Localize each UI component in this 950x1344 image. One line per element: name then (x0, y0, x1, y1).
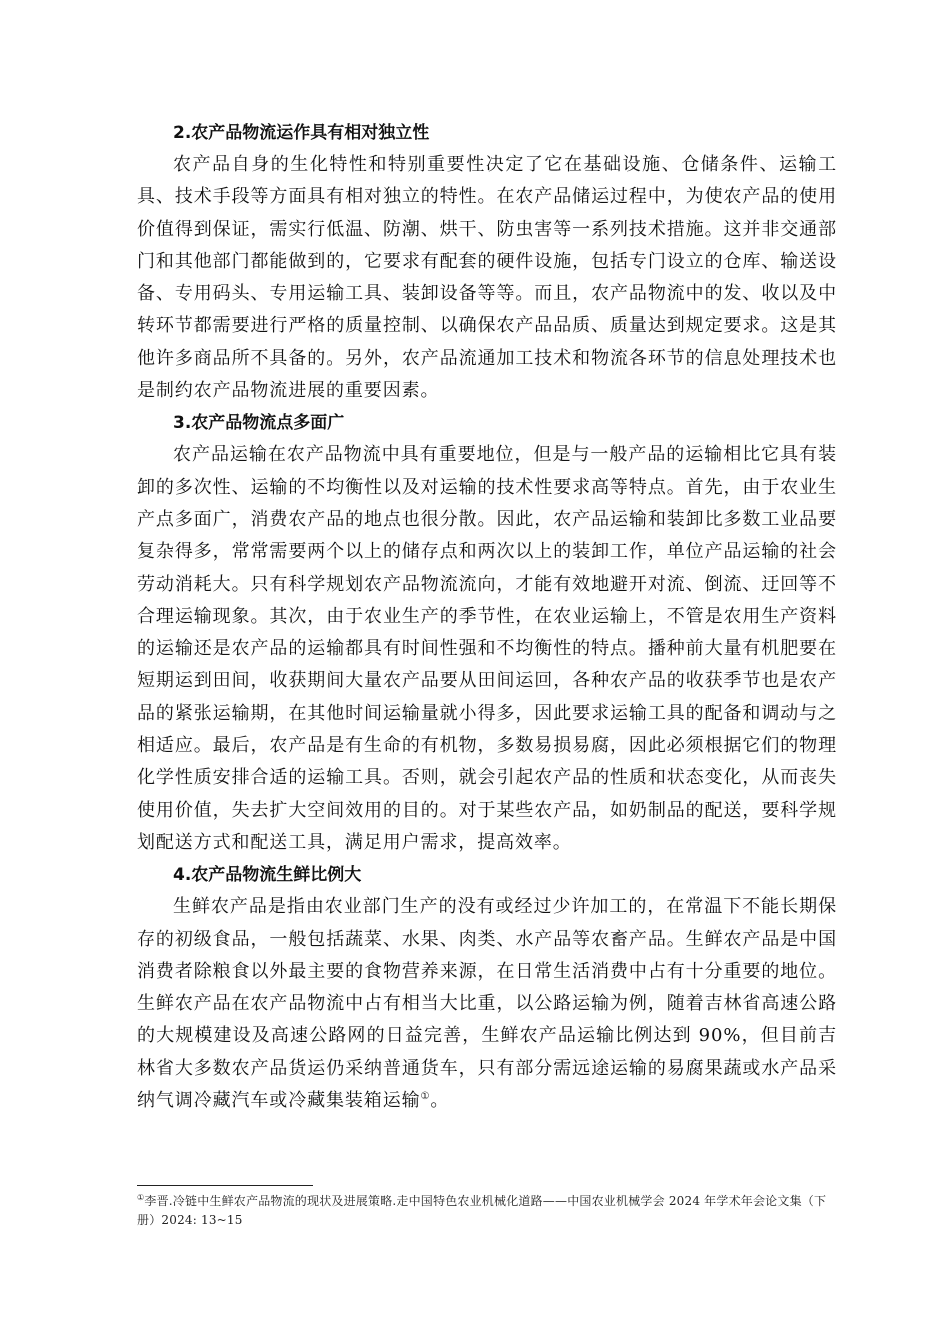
section-paragraph (137, 891, 837, 1117)
section-heading: 2.农产品物流运作具有相对独立性 (173, 123, 430, 143)
section-heading: 4.农产品物流生鲜比例大 (173, 865, 362, 886)
footnote-reference[interactable]: ① (420, 1091, 431, 1103)
section-paragraph: 农产品运输在农产品物流中具有重要地位，但是与一般产品的运输相比它具有装卸的多次性、运输的不均衡性以及对运输的技术性要求高等特点。首先，由于农业生产点多面广，消费农产品的地点也很分散。因此，农产品运输和装卸比多数工业品要复杂得多，常常需要两个以上的储存点和两次以上的装卸工作，单位产品运输的社会劳动消耗大。只有科学规划农产品物流流向，才能有效地避开对流、倒流、迂回等不合理运输现象。其次，由于农业生产的季节性，在农业运输上，不管是农用生产资料的运输还是农产品的运输都具有时间性强和不均衡性的特点。播种前大量有机肥要在短期运到田间，收获期间大量农产品要从田间运回，各种农产品的收获季节也是农产品的紧张运输期，在其他时间运输量就小得多，因此要求运输工具的配备和调动与之相适应。最后，农产品是有生命的有机物，多数易损易腐，因此必须根据它们的物理化学性质安排合适的运输工具。否则，就会引起农产品的性质和状态变化，从而丧失使用价值，失去扩大空间效用的目的。对于某些农产品，如奶制品的配送，要科学规划配送方式和配送工具，满足用户需求，提高效率。 (137, 444, 837, 853)
body-text (137, 117, 837, 1117)
footnote-separator (137, 1185, 313, 1186)
section-heading: 3.农产品物流点多面广 (173, 413, 345, 434)
footnote (137, 1192, 837, 1230)
paragraph-end: 。 (430, 1090, 450, 1112)
section-paragraph: 农产品自身的生化特性和特别重要性决定了它在基础设施、仓储条件、运输工具、技术手段等方面具有相对独立的特性。在农产品储运过程中，为使农产品的使用价值得到保证，需实行低温、防潮、烘干、防虫害等一系列技术措施。这并非交通部门和其他部门都能做到的，它要求有配套的硬件设施，包括专门设立的仓库、输送设备、专用码头、专用运输工具、装卸设备等等。而且，农产品物流中的发、收以及中转环节都需要进行严格的质量控制、以确保农产品品质、质量达到规定要求。这是其他许多商品所不具备的。另外，农产品流通加工技术和物流各环节的信息处理技术也是制约农产品物流进展的重要因素。 (137, 154, 837, 402)
paragraph-text: 生鲜农产品是指由农业部门生产的没有或经过少许加工的，在常温下不能长期保存的初级食品，一般包括蔬菜、水果、肉类、水产品等农畜产品。生鲜农产品是中国消费者除粮食以外最主要的食物营养来源，在日常生活消费中占有十分重要的地位。生鲜农产品在农产品物流中占有相当大比重，以公路运输为例，随着吉林省高速公路的大规模建设及高速公路网的日益完善，生鲜农产品运输比例达到 90%，但目前吉林省大多数农产品货运仍采纳普通货车，只有部分需远途运输的易腐果蔬或水产品采纳气调冷藏汽车或冷藏集装箱运输 (137, 896, 837, 1112)
footnote-text: 李晋.冷链中生鲜农产品物流的现状及进展策略.走中国特色农业机械化道路——中国农业机械学会 2024 年学术年会论文集（下册）2024: 13~15 (137, 1194, 827, 1227)
footnote-mark: ① (137, 1193, 145, 1202)
